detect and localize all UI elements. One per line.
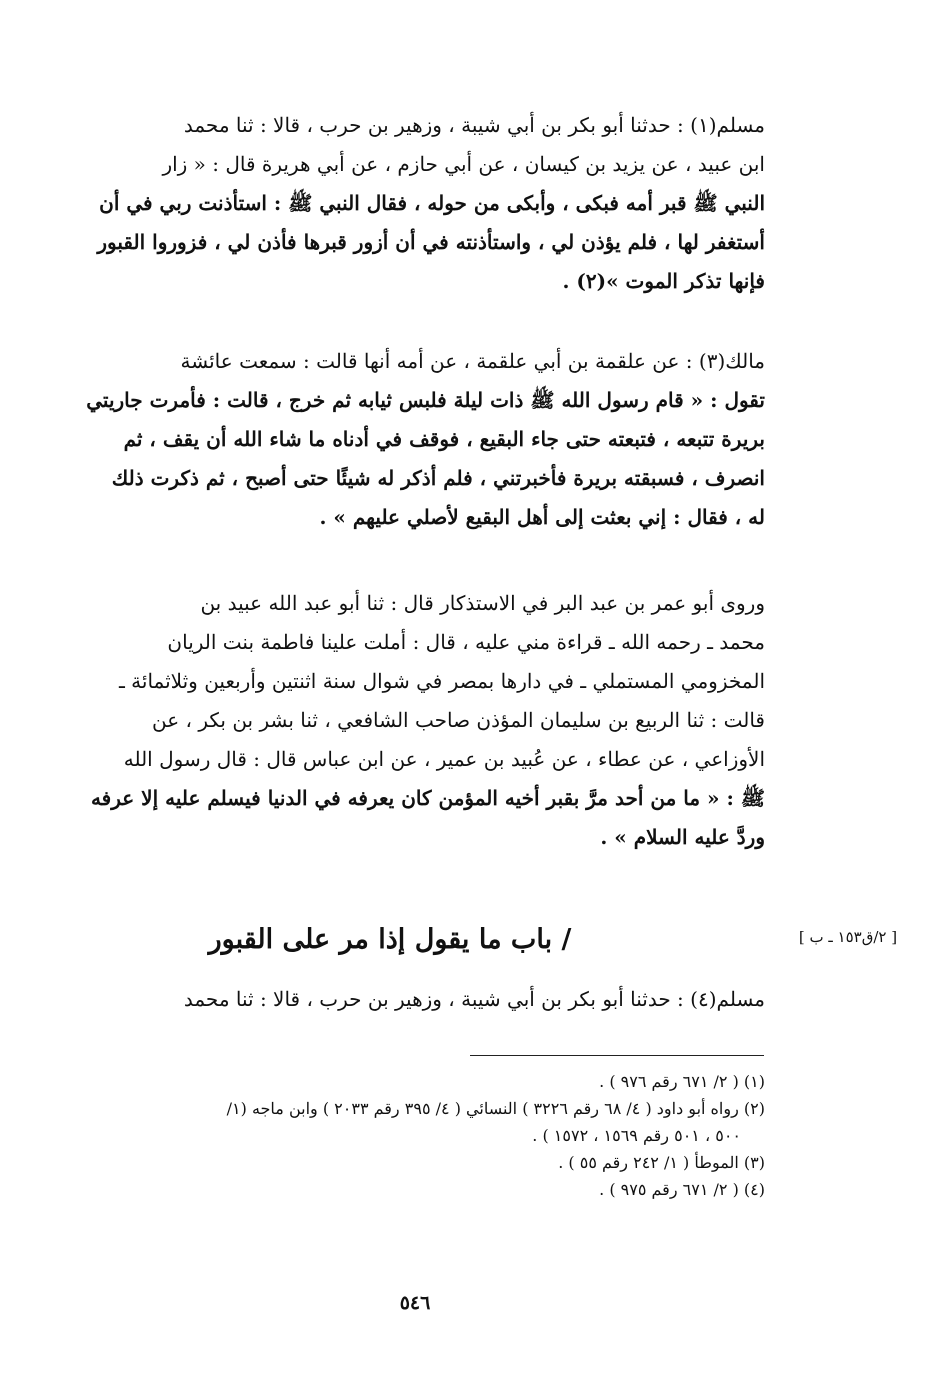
footnote-separator — [470, 1055, 764, 1056]
line: مالك(٣) : عن علقمة بن أبي علقمة ، عن أمه أنها قالت : سمعت عائشة — [180, 349, 765, 373]
footnote: (٤) ( ٢/ ٦٧١ رقم ٩٧٥ ) . — [599, 1180, 765, 1199]
chapter-heading: / باب ما يقول إذا مر على القبور — [208, 924, 572, 955]
line: ابن عبيد ، عن يزيد بن كيسان ، عن أبي حازم ، عن أبي هريرة قال : « زار — [162, 152, 765, 176]
footnote: (١) ( ٢/ ٦٧١ رقم ٩٧٦ ) . — [599, 1072, 765, 1091]
line: ﷺ : « ما من أحد مرَّ بقبر أخيه المؤمن كان يعرفه في الدنيا فيسلم عليه إلا عرفه — [90, 786, 765, 810]
paragraph-malik — [20, 342, 765, 537]
line: فإنها تذكر الموت »(٢) . — [562, 269, 765, 293]
footnote-continuation: ٥٠٠ ، ٥٠١ رقم ١٥٦٩ ، ١٥٧٢ ) . — [532, 1126, 741, 1145]
line: تقول : « قام رسول الله ﷺ ذات ليلة فلبس ثيابه ثم خرج ، قالت : فأمرت جاريتي — [86, 388, 765, 412]
paragraph-ibn-abd-al-barr — [20, 584, 765, 857]
line: النبي ﷺ قبر أمه فبكى ، وأبكى من حوله ، فقال النبي ﷺ : استأذنت ربي في أن — [99, 191, 765, 215]
line: الأوزاعي ، عن عطاء ، عن عُبيد بن عمير ، عن ابن عباس قال : قال رسول الله — [123, 747, 765, 771]
footnotes — [20, 1068, 765, 1203]
footnote: (٣) الموطأ ( ١/ ٢٤٢ رقم ٥٥ ) . — [558, 1153, 765, 1172]
line: وردَّ عليه السلام » . — [600, 825, 765, 849]
line: مسلم(١) : حدثنا أبو بكر بن أبي شيبة ، وزهير بن حرب ، قالا : ثنا محمد — [183, 113, 765, 137]
line: قالت : ثنا الربيع بن سليمان المؤذن صاحب الشافعي ، ثنا بشر بن بكر ، عن — [152, 708, 765, 732]
line: أستغفر لها ، فلم يؤذن لي ، واستأذنته في أن أزور قبرها فأذن لي ، فزوروا القبور — [97, 230, 765, 254]
line: وروى أبو عمر بن عبد البر في الاستذكار قال : ثنا أبو عبد الله عبيد بن — [200, 591, 765, 615]
line: له ، فقال : إني بعثت إلى أهل البقيع لأصلي عليهم » . — [319, 505, 765, 529]
paragraph-muslim-2 — [20, 980, 765, 1019]
page-number: ٥٤٦ — [399, 1292, 431, 1314]
line: انصرف ، فسبقته بريرة فأخبرتني ، فلم أذكر له شيئًا حتى أصبح ، ثم ذكرت ذلك — [111, 466, 765, 490]
line: بريرة تتبعه ، فتبعته حتى جاء البقيع ، فوقف في أدناه ما شاء الله أن يقف ، ثم — [123, 427, 765, 451]
paragraph-muslim-1 — [20, 106, 765, 301]
manuscript-folio-note: [ ٢/ق١٥٣ ـ ب ] — [798, 928, 898, 946]
footnote: (٢) رواه أبو داود ( ٤/ ٦٨ رقم ٣٢٢٦ ) النسائي ( ٤/ ٣٩٥ رقم ٢٠٣٣ ) وابن ماجه (١/ — [226, 1099, 765, 1118]
line: مسلم(٤) : حدثنا أبو بكر بن أبي شيبة ، وزهير بن حرب ، قالا : ثنا محمد — [183, 987, 765, 1011]
line: المخزومي المستملي ـ في دارها بمصر في شوال سنة اثنتين وأربعين وثلاثمائة ـ — [118, 669, 765, 693]
line: محمد ـ رحمه الله ـ قراءة مني عليه ، قال : أملت علينا فاطمة بنت الريان — [167, 630, 765, 654]
